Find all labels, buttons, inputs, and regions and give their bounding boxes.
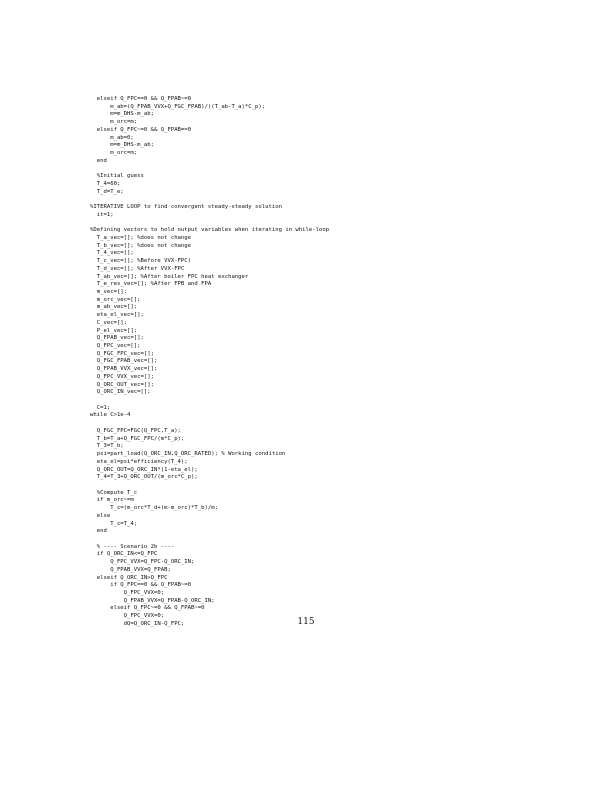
code-line — [90, 397, 560, 405]
code-line: Q_FPAB_vec=[]; — [90, 335, 144, 342]
code-line: dQ=Q_ORC_IN-Q_FPC; — [90, 620, 185, 627]
code-line: it=1; — [90, 211, 114, 218]
code-line: Q_FPC_VVX=Q_FPC-Q_ORC_IN; — [90, 559, 195, 566]
code-line: if Q_ORC_IN<=Q_FPC — [90, 551, 158, 558]
code-line — [90, 196, 560, 204]
code-line: T_ab_vec=[]; %After boiler FPC heat exchanger — [90, 273, 249, 280]
code-line: T_4=60; — [90, 180, 121, 187]
code-line: %ITERATIVE LOOP to find convergent steady-steady solution — [90, 204, 282, 211]
code-line: while C>1e-4 — [90, 412, 131, 419]
code-line: m_orc=m; — [90, 150, 138, 157]
code-line: Q_FPC_VVX_vec=[]; — [90, 373, 154, 380]
code-line: m=m_DHS-m_ab; — [90, 111, 154, 118]
code-line: Q_FGC_FPC=FGC(Q_FPC,T_a); — [90, 427, 181, 434]
code-line: elseif Q_FPC~=0 && Q_FPAB~=0 — [90, 605, 205, 612]
code-line: elseif Q_FPC~=0 && Q_FPAB==0 — [90, 126, 192, 133]
code-line: % ---- Scenario 2b ---- — [90, 543, 175, 550]
code-line — [90, 536, 560, 544]
code-line: T_3=T_b; — [90, 443, 124, 450]
code-line: m_orc_vec=[]; — [90, 296, 141, 303]
code-line — [90, 220, 560, 228]
code-line: m=m_DHS-m_ab; — [90, 142, 154, 149]
code-line: if m_orc~=m — [90, 497, 134, 504]
code-line — [90, 482, 560, 490]
code-line: T_c_vec=[]; %Before VVX-FPC) — [90, 258, 192, 265]
code-line: Q_ORC_IN_vec=[]; — [90, 389, 151, 396]
code-line: Q_FPAB_VVX=Q_FPAB; — [90, 566, 171, 573]
code-line: P_el_vec=[]; — [90, 327, 138, 334]
code-line: m_ab_vec=[]; — [90, 304, 138, 311]
code-line: Q_FGC_FPC_vec=[]; — [90, 350, 154, 357]
code-line: T_4=T_3+Q_ORC_OUT/(m_orc*C_p); — [90, 474, 198, 481]
code-line: m_vec=[]; — [90, 288, 128, 295]
code-line: psi=part_load(Q_ORC_IN,Q_ORC_RATED); % Working condition — [90, 451, 286, 458]
code-line: if Q_FPC==0 && Q_FPAB~=0 — [90, 582, 192, 589]
code-line: T_b_vec=[]; %does not change — [90, 242, 192, 249]
code-line: %Defining vectors to hold output variables when iterating in while-loop — [90, 227, 330, 234]
code-line: Q_FPC_vec=[]; — [90, 343, 141, 349]
code-line: m_ab=(Q_FPAB_VVX+Q_FGC_FPAB)/((T_ab-T_a)*C_p); — [90, 103, 266, 110]
code-line: m_ab=0; — [90, 134, 134, 141]
code-line: Q_FPAB_VVX_vec=[]; — [90, 366, 158, 373]
code-line: %Initial guess — [90, 173, 144, 180]
code-line: C=1; — [90, 404, 111, 411]
code-line: Q_FPAB_VVX=Q_FPAB-Q_ORC_IN; — [90, 597, 215, 604]
code-line: T_e_res_vec=[]; %After FPB and FPA — [90, 281, 212, 288]
code-line — [90, 420, 560, 428]
code-line: %Compute T_c — [90, 489, 138, 496]
code-line — [90, 165, 560, 173]
code-line: m_orc=m; — [90, 119, 138, 126]
code-line: C_vec=[]; — [90, 319, 128, 326]
code-line: else — [90, 512, 111, 519]
code-line: end — [90, 528, 107, 535]
code-line: end — [90, 157, 107, 164]
code-line: T_a_vec=[]; %does not change — [90, 234, 192, 241]
code-listing — [90, 96, 560, 629]
code-line: T_c=T_4; — [90, 520, 138, 527]
code-line: Q_ORC_OUT=Q_ORC_IN*(1-eta_el); — [90, 466, 198, 473]
code-line: elseif Q_FPC==0 && Q_FPAB~=0 — [90, 96, 192, 102]
code-line: T_d_vec=[]; %After VVX-FPC — [90, 265, 185, 272]
code-line: Q_FPC_VVX=0; — [90, 613, 165, 620]
code-line: T_b=T_a+Q_FGC_FPC/(m*C_p); — [90, 435, 185, 442]
page-number: 115 — [297, 617, 315, 627]
code-line: T_4_vec=[]; — [90, 250, 134, 257]
code-line: eta_el_vec=[]; — [90, 312, 144, 319]
code-line: Q_FGC_FPAB_vec=[]; — [90, 358, 158, 365]
code-line: T_d=T_e; — [90, 188, 124, 195]
code-line: Q_ORC_OUT_vec=[]; — [90, 381, 154, 388]
code-line: Q_FPC_VVX=0; — [90, 590, 165, 596]
code-line: T_c=(m_orc*T_d+(m-m_orc)*T_b)/m; — [90, 505, 218, 512]
code-line: eta_el=psi*efficiency(T_4); — [90, 458, 188, 465]
code-line: elseif Q_ORC_IN>Q_FPC — [90, 574, 168, 581]
